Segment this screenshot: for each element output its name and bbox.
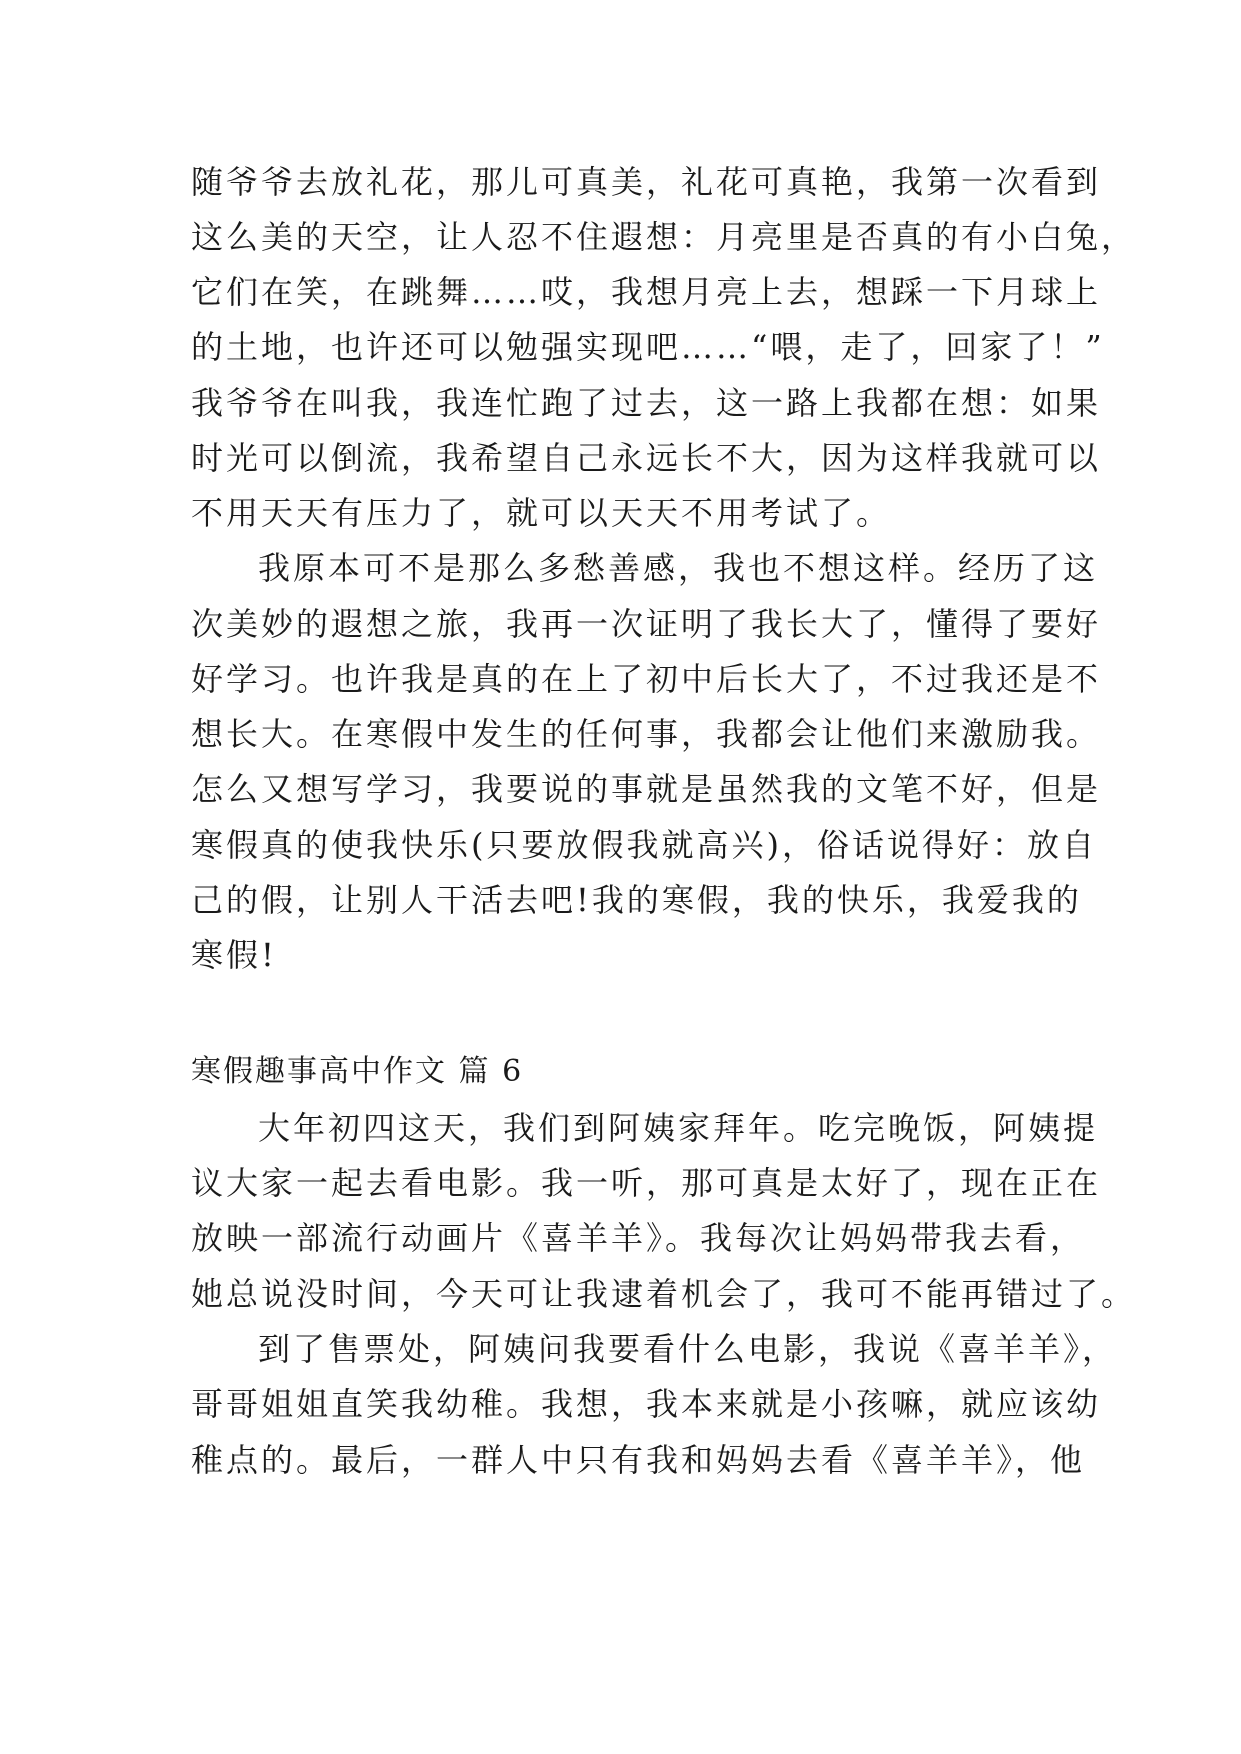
text-line: 随爷爷去放礼花，那儿可真美，礼花可真艳，我第一次看到 [191, 163, 1102, 201]
text-line: 寒假真的使我快乐(只要放假我就高兴)，俗话说得好：放自 [191, 826, 1097, 864]
text-line: 的土地，也许还可以勉强实现吧……“喂，走了，回家了！” [191, 328, 1105, 366]
text-line: 寒假! [191, 936, 277, 974]
text-line: 想长大。在寒假中发生的任何事，我都会让他们来激励我。 [191, 715, 1102, 753]
text-line: 好学习。也许我是真的在上了初中后长大了，不过我还是不 [191, 660, 1102, 698]
text-line: 次美妙的遐想之旅，我再一次证明了我长大了，懂得了要好 [191, 605, 1102, 643]
text-line: 我原本可不是那么多愁善感，我也不想这样。经历了这 [258, 549, 1099, 587]
text-line: 大年初四这天，我们到阿姨家拜年。吃完晚饭，阿姨提 [258, 1109, 1099, 1147]
text-line: 稚点的。最后，一群人中只有我和妈妈去看《喜羊羊》，他 [191, 1441, 1086, 1479]
text-line: 怎么又想写学习，我要说的事就是虽然我的文笔不好，但是 [191, 770, 1102, 808]
text-line: 我爷爷在叫我，我连忙跑了过去，这一路上我都在想：如果 [191, 384, 1102, 422]
text-line: 到了售票处，阿姨问我要看什么电影，我说《喜羊羊》， [258, 1330, 1118, 1368]
text-line: 这么美的天空，让人忍不住遐想：月亮里是否真的有小白兔， [191, 218, 1137, 256]
section-heading: 寒假趣事高中作文 篇 6 [191, 1054, 524, 1089]
text-line: 哥哥姐姐直笑我幼稚。我想，我本来就是小孩嘛，就应该幼 [191, 1385, 1102, 1423]
text-line: 它们在笑，在跳舞……哎，我想月亮上去，想踩一下月球上 [191, 273, 1102, 311]
text-line: 她总说没时间，今天可让我逮着机会了，我可不能再错过了。 [191, 1275, 1137, 1313]
text-line: 议大家一起去看电影。我一听，那可真是太好了，现在正在 [191, 1164, 1102, 1202]
text-line: 放映一部流行动画片《喜羊羊》。我每次让妈妈带我去看， [191, 1219, 1086, 1257]
text-line: 时光可以倒流，我希望自己永远长不大，因为这样我就可以 [191, 439, 1102, 477]
text-line: 己的假，让别人干活去吧!我的寒假，我的快乐，我爱我的 [191, 881, 1082, 919]
text-line: 不用天天有压力了，就可以天天不用考试了。 [191, 494, 892, 532]
